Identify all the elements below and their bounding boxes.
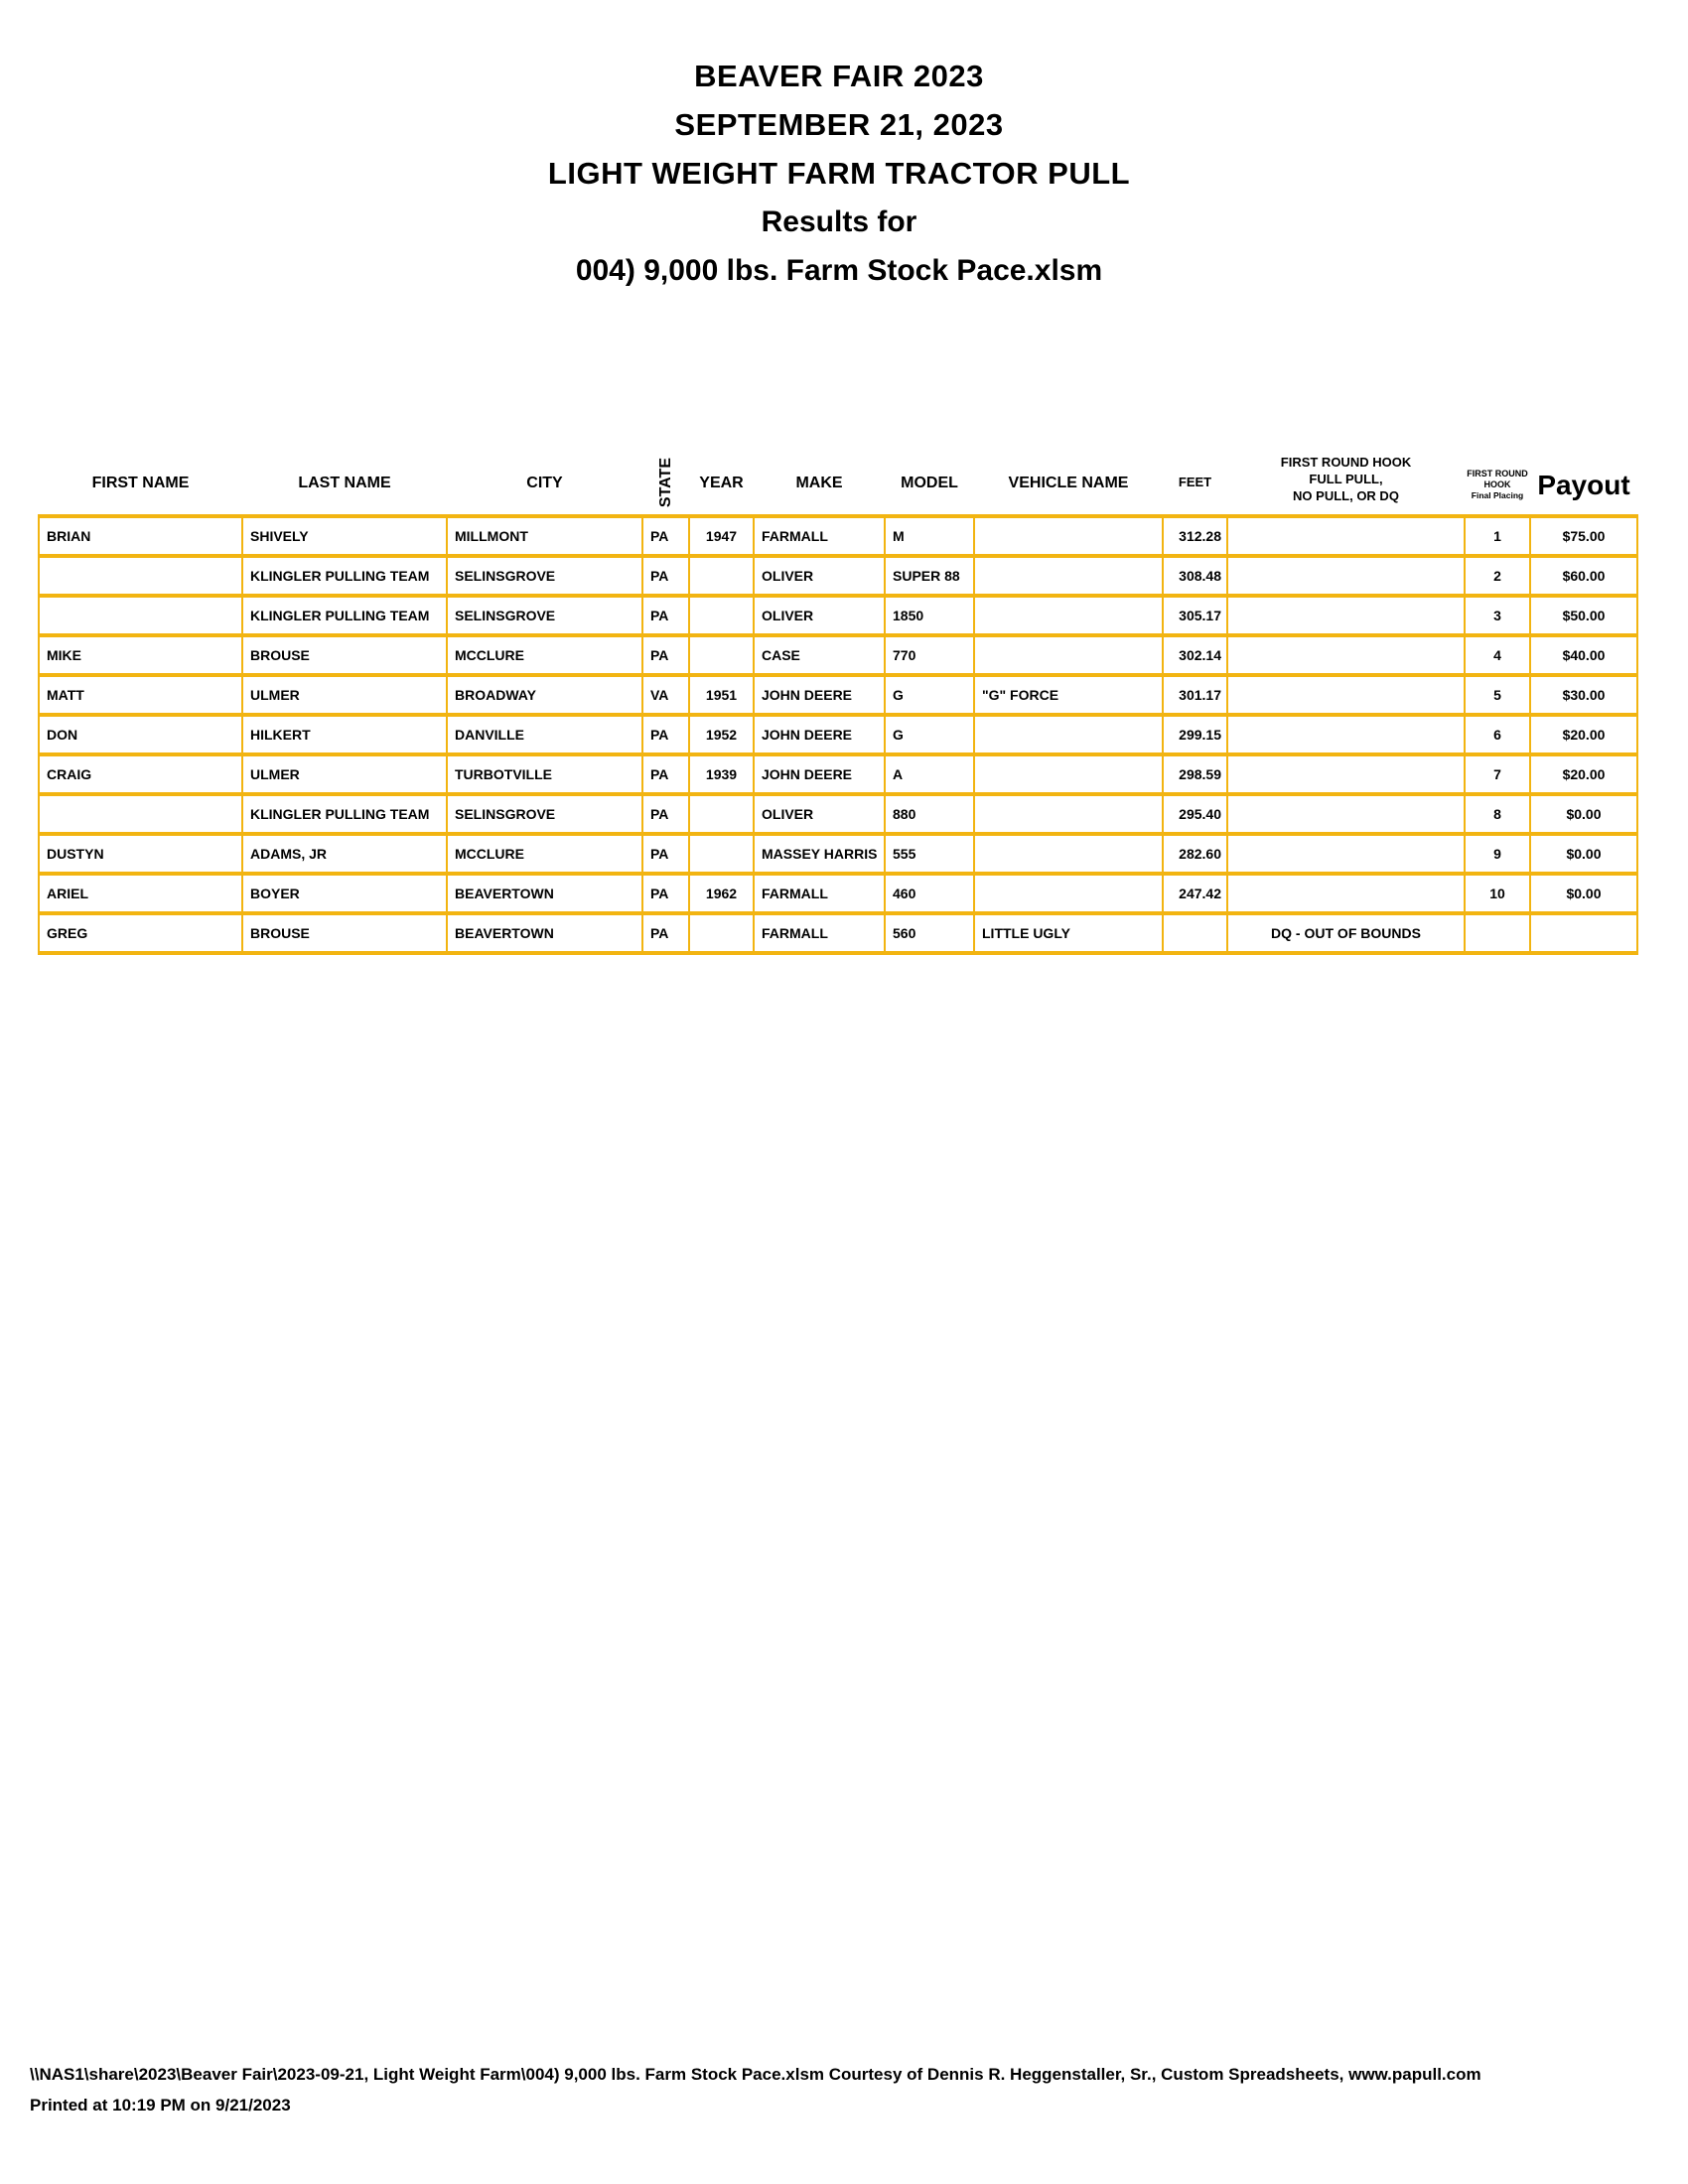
- cell-vehicle-name: [974, 516, 1163, 556]
- cell-city: BEAVERTOWN: [447, 913, 642, 953]
- cell-last-name: ULMER: [242, 754, 447, 794]
- cell-vehicle-name: [974, 715, 1163, 754]
- cell-city: MCCLURE: [447, 834, 642, 874]
- cell-placing: 8: [1465, 794, 1530, 834]
- table-row: [39, 913, 1637, 953]
- cell-last-name: BROUSE: [242, 635, 447, 675]
- table-row: [39, 635, 1637, 675]
- col-header-vehicle-name: VEHICLE NAME: [1008, 475, 1129, 491]
- cell-vehicle-name: [974, 754, 1163, 794]
- cell-vehicle-name: [974, 596, 1163, 635]
- cell-year: [689, 794, 754, 834]
- cell-city: SELINSGROVE: [447, 794, 642, 834]
- cell-payout: $50.00: [1530, 596, 1637, 635]
- cell-city: BROADWAY: [447, 675, 642, 715]
- cell-first-name: DON: [39, 715, 242, 754]
- cell-make: JOHN DEERE: [754, 715, 885, 754]
- placing-header-line: FIRST ROUND: [1467, 469, 1528, 478]
- results-table: [38, 423, 1638, 955]
- cell-city: SELINSGROVE: [447, 556, 642, 596]
- hook-header-line: FIRST ROUND HOOK: [1280, 455, 1412, 470]
- cell-state: PA: [642, 556, 689, 596]
- cell-last-name: ULMER: [242, 675, 447, 715]
- cell-year: 1952: [689, 715, 754, 754]
- hook-header-line: NO PULL, OR DQ: [1293, 488, 1399, 503]
- cell-placing: [1465, 913, 1530, 953]
- table-row: [39, 874, 1637, 913]
- cell-city: MCCLURE: [447, 635, 642, 675]
- cell-hook-result: [1227, 715, 1465, 754]
- cell-year: [689, 596, 754, 635]
- cell-payout: $30.00: [1530, 675, 1637, 715]
- cell-make: OLIVER: [754, 596, 885, 635]
- cell-placing: 10: [1465, 874, 1530, 913]
- cell-make: OLIVER: [754, 794, 885, 834]
- cell-feet: 305.17: [1163, 596, 1227, 635]
- cell-placing: 9: [1465, 834, 1530, 874]
- cell-state: PA: [642, 596, 689, 635]
- placing-header-line: Final Placing: [1471, 490, 1524, 500]
- cell-model: 770: [885, 635, 974, 675]
- cell-last-name: KLINGLER PULLING TEAM: [242, 794, 447, 834]
- cell-city: SELINSGROVE: [447, 596, 642, 635]
- cell-hook-result: [1227, 556, 1465, 596]
- cell-model: 1850: [885, 596, 974, 635]
- cell-vehicle-name: [974, 556, 1163, 596]
- cell-state: PA: [642, 794, 689, 834]
- cell-first-name: MATT: [39, 675, 242, 715]
- cell-year: [689, 834, 754, 874]
- cell-payout: $20.00: [1530, 754, 1637, 794]
- table-row: [39, 556, 1637, 596]
- cell-placing: 2: [1465, 556, 1530, 596]
- cell-placing: 6: [1465, 715, 1530, 754]
- table-row: [39, 516, 1637, 556]
- cell-first-name: GREG: [39, 913, 242, 953]
- cell-state: PA: [642, 913, 689, 953]
- cell-make: OLIVER: [754, 556, 885, 596]
- table-row: [39, 675, 1637, 715]
- table-row: [39, 754, 1637, 794]
- hook-header-line: FULL PULL,: [1309, 472, 1383, 486]
- state-vertical-label: STATE: [656, 457, 674, 507]
- cell-last-name: KLINGLER PULLING TEAM: [242, 596, 447, 635]
- cell-first-name: BRIAN: [39, 516, 242, 556]
- col-header-final-placing: [1465, 423, 1530, 516]
- cell-vehicle-name: [974, 794, 1163, 834]
- cell-model: G: [885, 715, 974, 754]
- cell-hook-result: [1227, 874, 1465, 913]
- col-header-model: MODEL: [901, 475, 958, 491]
- table-row: [39, 596, 1637, 635]
- cell-feet: [1163, 913, 1227, 953]
- event-title: BEAVER FAIR 2023: [694, 59, 984, 93]
- cell-payout: $60.00: [1530, 556, 1637, 596]
- col-header-first-name: FIRST NAME: [91, 475, 190, 491]
- cell-first-name: [39, 794, 242, 834]
- cell-hook-result: [1227, 635, 1465, 675]
- col-header-year: YEAR: [699, 475, 744, 491]
- cell-feet: 301.17: [1163, 675, 1227, 715]
- col-header-last-name: LAST NAME: [298, 475, 391, 491]
- table-header-row: [39, 423, 1637, 516]
- cell-state: PA: [642, 715, 689, 754]
- printed-timestamp: Printed at 10:19 PM on 9/21/2023: [30, 2096, 291, 2115]
- cell-year: [689, 556, 754, 596]
- cell-payout: $0.00: [1530, 874, 1637, 913]
- cell-feet: 282.60: [1163, 834, 1227, 874]
- cell-feet: 299.15: [1163, 715, 1227, 754]
- cell-feet: 247.42: [1163, 874, 1227, 913]
- cell-placing: 7: [1465, 754, 1530, 794]
- table-row: [39, 794, 1637, 834]
- cell-make: CASE: [754, 635, 885, 675]
- cell-payout: $75.00: [1530, 516, 1637, 556]
- cell-payout: $20.00: [1530, 715, 1637, 754]
- page-footer: [30, 2059, 1481, 2120]
- cell-feet: 312.28: [1163, 516, 1227, 556]
- cell-feet: 302.14: [1163, 635, 1227, 675]
- cell-city: DANVILLE: [447, 715, 642, 754]
- cell-feet: 295.40: [1163, 794, 1227, 834]
- cell-model: 460: [885, 874, 974, 913]
- cell-first-name: CRAIG: [39, 754, 242, 794]
- cell-make: JOHN DEERE: [754, 675, 885, 715]
- cell-hook-result: [1227, 834, 1465, 874]
- cell-city: TURBOTVILLE: [447, 754, 642, 794]
- table-row: [39, 834, 1637, 874]
- file-path-footer: \\NAS1\share\2023\Beaver Fair\2023-09-21, Light Weight Farm\004) 9,000 lbs. Farm Stock Pace.xlsm Courtesy of Dennis R. Heggenstaller, Sr., Custom Spreadsheets, www.papull.com: [30, 2065, 1481, 2084]
- cell-make: MASSEY HARRIS: [754, 834, 885, 874]
- cell-payout: $0.00: [1530, 794, 1637, 834]
- table-body: [39, 516, 1637, 953]
- cell-year: 1947: [689, 516, 754, 556]
- results-for-label: Results for: [761, 205, 917, 238]
- cell-feet: 308.48: [1163, 556, 1227, 596]
- cell-placing: 4: [1465, 635, 1530, 675]
- col-header-state: [642, 423, 689, 516]
- cell-first-name: [39, 556, 242, 596]
- cell-first-name: ARIEL: [39, 874, 242, 913]
- cell-model: 555: [885, 834, 974, 874]
- cell-vehicle-name: LITTLE UGLY: [974, 913, 1163, 953]
- cell-first-name: [39, 596, 242, 635]
- cell-hook-result: [1227, 675, 1465, 715]
- placing-header-line: HOOK: [1483, 479, 1511, 489]
- cell-payout: $40.00: [1530, 635, 1637, 675]
- cell-model: 560: [885, 913, 974, 953]
- cell-last-name: ADAMS, JR: [242, 834, 447, 874]
- cell-vehicle-name: [974, 834, 1163, 874]
- col-header-make: MAKE: [795, 475, 843, 491]
- cell-state: PA: [642, 834, 689, 874]
- cell-last-name: SHIVELY: [242, 516, 447, 556]
- cell-state: PA: [642, 874, 689, 913]
- cell-state: PA: [642, 754, 689, 794]
- cell-placing: 1: [1465, 516, 1530, 556]
- cell-state: PA: [642, 635, 689, 675]
- cell-feet: 298.59: [1163, 754, 1227, 794]
- cell-city: BEAVERTOWN: [447, 874, 642, 913]
- col-header-city: CITY: [526, 475, 563, 491]
- cell-make: FARMALL: [754, 516, 885, 556]
- cell-make: FARMALL: [754, 874, 885, 913]
- cell-year: 1951: [689, 675, 754, 715]
- cell-make: JOHN DEERE: [754, 754, 885, 794]
- col-header-payout: Payout: [1537, 470, 1630, 500]
- cell-last-name: HILKERT: [242, 715, 447, 754]
- cell-model: SUPER 88: [885, 556, 974, 596]
- cell-first-name: MIKE: [39, 635, 242, 675]
- cell-hook-result: [1227, 516, 1465, 556]
- cell-model: G: [885, 675, 974, 715]
- col-header-first-round-hook: [1227, 423, 1465, 516]
- cell-year: [689, 635, 754, 675]
- cell-last-name: BROUSE: [242, 913, 447, 953]
- col-header-feet: FEET: [1178, 475, 1212, 489]
- cell-vehicle-name: "G" FORCE: [974, 675, 1163, 715]
- cell-last-name: KLINGLER PULLING TEAM: [242, 556, 447, 596]
- cell-payout: [1530, 913, 1637, 953]
- cell-model: 880: [885, 794, 974, 834]
- cell-model: A: [885, 754, 974, 794]
- cell-model: M: [885, 516, 974, 556]
- cell-year: [689, 913, 754, 953]
- cell-last-name: BOYER: [242, 874, 447, 913]
- cell-year: 1962: [689, 874, 754, 913]
- cell-year: 1939: [689, 754, 754, 794]
- cell-first-name: DUSTYN: [39, 834, 242, 874]
- cell-hook-result: [1227, 596, 1465, 635]
- title-block: [0, 52, 1678, 295]
- cell-hook-result: [1227, 754, 1465, 794]
- table-row: [39, 715, 1637, 754]
- cell-placing: 5: [1465, 675, 1530, 715]
- cell-make: FARMALL: [754, 913, 885, 953]
- cell-state: VA: [642, 675, 689, 715]
- event-class: LIGHT WEIGHT FARM TRACTOR PULL: [547, 156, 1131, 191]
- cell-city: MILLMONT: [447, 516, 642, 556]
- cell-vehicle-name: [974, 635, 1163, 675]
- cell-placing: 3: [1465, 596, 1530, 635]
- cell-hook-result: DQ - OUT OF BOUNDS: [1227, 913, 1465, 953]
- file-title: 004) 9,000 lbs. Farm Stock Pace.xlsm: [575, 254, 1103, 287]
- cell-hook-result: [1227, 794, 1465, 834]
- cell-state: PA: [642, 516, 689, 556]
- event-date: SEPTEMBER 21, 2023: [674, 107, 1004, 142]
- cell-vehicle-name: [974, 874, 1163, 913]
- cell-payout: $0.00: [1530, 834, 1637, 874]
